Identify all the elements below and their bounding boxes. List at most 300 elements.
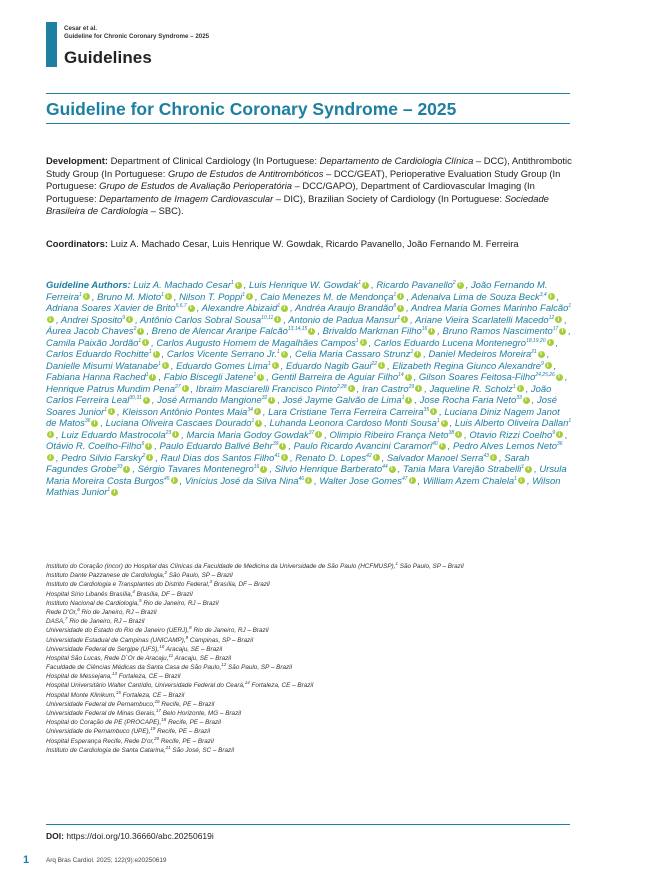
author-name: Nilson T. Poppi xyxy=(179,291,243,303)
author-entry xyxy=(387,453,499,464)
author-affiliation-number: 9 xyxy=(122,314,126,321)
orcid-icon[interactable] xyxy=(142,339,149,346)
development-segment: Department of Clinical Cardiology (In Portuguese: xyxy=(110,155,320,166)
orcid-icon[interactable] xyxy=(143,397,150,404)
author-affiliation-number: 22 xyxy=(371,360,378,367)
orcid-icon[interactable] xyxy=(373,454,380,461)
author-entry xyxy=(179,292,255,303)
author-name: Carlos Vicente Serrano Jr. xyxy=(166,349,278,360)
author-affiliation-number: 27 xyxy=(175,383,181,390)
doi-link[interactable]: https://doi.org/10.36660/abc.20250619i xyxy=(66,831,214,841)
author-affiliation-number: 5,6,7 xyxy=(175,302,187,309)
affiliation-number: 13 xyxy=(111,671,117,677)
author-affiliation-number: 1 xyxy=(230,279,234,286)
author-entry xyxy=(61,315,135,326)
author-name: Bruno M. Mioto xyxy=(97,291,162,303)
affiliation-institution: Hospital São Lucas, Rede D`Or de Aracaju, xyxy=(46,654,169,662)
orcid-icon[interactable] xyxy=(405,374,412,381)
author-affiliation-number: 1 xyxy=(410,348,414,355)
author-affiliation-number: 2 xyxy=(452,279,456,286)
author-affiliation-number: 2 xyxy=(133,325,137,332)
orcid-icon[interactable] xyxy=(525,466,532,473)
author-entry xyxy=(157,395,277,406)
author-name: Jaqueline R. Scholz xyxy=(429,383,513,395)
orcid-icon[interactable] xyxy=(415,385,422,392)
author-entry xyxy=(392,361,553,372)
orcid-icon[interactable] xyxy=(254,408,261,415)
orcid-icon[interactable] xyxy=(162,362,169,369)
author-name: Adriana Soares Xavier de Brito xyxy=(46,303,176,314)
author-name: Danielle Misumi Watanabe xyxy=(46,360,159,372)
affiliation-number: 12 xyxy=(221,661,227,667)
orcid-icon[interactable] xyxy=(182,385,189,392)
affiliation-list xyxy=(46,562,586,755)
orcid-icon[interactable] xyxy=(274,316,281,323)
author-affiliation-number: 23 xyxy=(165,429,172,436)
author-affiliation-number: 1 xyxy=(436,417,440,424)
author-affiliation-number: 1 xyxy=(253,371,257,378)
author-name: Adenalva Lima de Souza Beck xyxy=(411,291,540,303)
author-entry xyxy=(420,395,532,406)
section-label: Guidelines xyxy=(64,48,152,67)
orcid-icon[interactable] xyxy=(126,316,133,323)
author-name: William Azem Chalela xyxy=(422,475,515,487)
author-affiliation-number: 21 xyxy=(531,348,537,355)
affiliation-number: 19 xyxy=(150,726,156,732)
orcid-icon[interactable] xyxy=(401,316,408,323)
affiliation-number: 7 xyxy=(65,616,68,622)
author-entry xyxy=(286,361,387,372)
author-name: Luciana Diniz Nagem Janot de Matos xyxy=(46,406,560,429)
author-entry xyxy=(61,453,155,464)
affiliation-number: 9 xyxy=(185,634,189,640)
author-name: Camila Paixão Jordão xyxy=(46,337,139,349)
affiliation-item xyxy=(46,590,586,599)
affiliation-location: Belo Horizonte, MG – Brazil xyxy=(161,710,242,717)
orcid-icon[interactable] xyxy=(281,454,288,461)
affiliation-institution: Rede D'Or, xyxy=(46,608,78,616)
author-name: Caio Menezes M. de Mendonça xyxy=(260,291,394,303)
author-affiliation-number: 1 xyxy=(267,360,271,367)
author-name: Breno de Alencar Araripe Falcão xyxy=(151,326,288,337)
orcid-icon[interactable] xyxy=(517,385,524,392)
author-entry xyxy=(46,372,158,383)
affiliation-location: Recife, PE – Brazil xyxy=(159,737,214,745)
orcid-icon[interactable] xyxy=(171,477,178,484)
orcid-icon[interactable] xyxy=(548,293,555,300)
author-name: João Carlos Ferreira Leal xyxy=(46,383,552,406)
affiliation-location: Rio de Janeiro, RJ – Brazil xyxy=(67,618,145,626)
author-name: Daniel Medeiros Moreira xyxy=(428,349,532,360)
affiliation-number: 14 xyxy=(244,680,250,686)
affiliation-item xyxy=(46,608,586,617)
orcid-icon[interactable] xyxy=(315,431,322,438)
author-affiliation-number: 1 xyxy=(521,463,525,470)
affiliation-institution: Hospital Monte Klinikum, xyxy=(46,691,116,699)
affiliation-number: 15 xyxy=(115,689,121,695)
author-entry xyxy=(283,395,415,406)
affiliation-location: Aracaju, SE – Brazil xyxy=(164,645,223,653)
affiliation-location: Brasília, DF – Brazil xyxy=(134,590,193,598)
orcid-icon[interactable] xyxy=(523,397,530,404)
author-entry xyxy=(288,315,410,326)
affiliation-item xyxy=(46,672,586,681)
orcid-icon[interactable] xyxy=(268,397,275,404)
affiliation-location: Rio de Janeiro, RJ – Brazil xyxy=(141,599,219,607)
author-entry xyxy=(156,338,368,349)
orcid-icon[interactable] xyxy=(255,420,262,427)
affiliation-location: São Paulo, SP – Brazil xyxy=(226,664,293,672)
affiliation-number: 4 xyxy=(132,588,135,594)
author-name: Alexandre Abizaid xyxy=(201,303,278,314)
development-segment: Departamento de Cardiologia Clínica xyxy=(319,155,474,166)
development-segment: – DCC/GEAT), Perioperative Evaluation Study Group (In Portuguese: xyxy=(46,167,561,192)
author-affiliation-number: 24,25,26 xyxy=(535,371,555,378)
author-name: Andrea Maria Gomes Marinho Falcão xyxy=(411,303,569,314)
development-segment: Departamento de Imagem Cardiovascular xyxy=(99,192,274,204)
orcid-icon[interactable] xyxy=(556,374,563,381)
affiliation-item xyxy=(46,599,586,608)
affiliation-item xyxy=(46,709,586,718)
orcid-icon[interactable] xyxy=(455,431,462,438)
author-name: Áurea Jacob Chaves xyxy=(46,326,134,337)
orcid-icon[interactable] xyxy=(430,408,437,415)
doi-rule xyxy=(46,824,570,825)
orcid-icon[interactable] xyxy=(272,362,279,369)
author-affiliation-number: 1 xyxy=(401,394,405,401)
author-name: Olimpio Ribeiro França Neto xyxy=(329,429,449,441)
author-name: Ibraim Masciarelli Francisco Pinto xyxy=(195,383,337,395)
affiliation-item xyxy=(46,562,586,571)
author-affiliation-number: 1 xyxy=(568,417,572,424)
development-label: Development: xyxy=(46,155,108,166)
author-affiliation-number: 38 xyxy=(448,429,455,436)
author-name: Carlos Eduardo Rochitte xyxy=(46,349,149,360)
orcid-icon[interactable] xyxy=(362,282,369,289)
author-name: Henrique Patrus Mundim Pena xyxy=(46,383,176,395)
author-name: Fabiana Hanna Rached xyxy=(46,372,146,383)
affiliation-number: 17 xyxy=(156,707,162,713)
affiliation-institution: Hospital do Coração de PE (PROCAPE), xyxy=(46,719,162,727)
author-name: José Jayme Galvão de Lima xyxy=(282,395,402,406)
orcid-icon[interactable] xyxy=(555,316,562,323)
orcid-icon[interactable] xyxy=(246,293,253,300)
author-entry xyxy=(270,418,450,429)
author-affiliation-number: 9 xyxy=(540,360,544,367)
affiliation-institution: Hospital Universitário Walter Cantídio, Universidade Federal do Ceará, xyxy=(46,682,245,690)
author-affiliation-number: 1 xyxy=(512,383,516,390)
author-name: Tania Mara Varejão Strabelli xyxy=(402,464,522,475)
orcid-icon[interactable] xyxy=(378,362,385,369)
author-name: Wilson Mathias Junior xyxy=(46,475,561,498)
author-entry xyxy=(152,326,318,337)
author-entry xyxy=(419,372,565,383)
affiliation-number: 18 xyxy=(161,717,167,723)
author-affiliation-number: 18,19,20 xyxy=(526,337,546,344)
affiliation-institution: Universidade Estadual de Campinas (UNICAMP), xyxy=(46,636,186,644)
author-affiliation-number: 8 xyxy=(393,302,397,309)
author-name: Eduardo Gomes Lima xyxy=(176,360,268,372)
affiliation-item xyxy=(46,571,586,580)
development-segment: Sociedade Brasileira de Cardiologia xyxy=(46,192,549,217)
orcid-icon[interactable] xyxy=(257,374,264,381)
affiliation-institution: Universidade Federal de Sergipe (UFS), xyxy=(46,645,160,653)
author-entry xyxy=(415,315,564,326)
affiliation-location: São José, SC – Brazil xyxy=(170,746,235,754)
orcid-icon[interactable] xyxy=(428,328,435,335)
author-entry xyxy=(469,430,565,441)
orcid-icon[interactable] xyxy=(235,282,242,289)
author-affiliation-number: 47 xyxy=(402,475,408,482)
orcid-icon[interactable] xyxy=(165,293,172,300)
author-name: Fabio Biscegli Jatene xyxy=(163,372,254,383)
affiliation-location: Fortaleza, CE – Brazil xyxy=(249,682,314,690)
author-affiliation-number: 17 xyxy=(552,325,559,332)
orcid-icon[interactable] xyxy=(149,374,156,381)
author-name: Jose Rocha Faria Neto xyxy=(419,395,517,406)
orcid-icon[interactable] xyxy=(308,328,315,335)
author-name: Carlos Augusto Homem de Magalhães Campos xyxy=(156,337,356,349)
author-entry xyxy=(323,326,438,337)
author-name: Otávio R. Coelho-Filho xyxy=(46,441,142,452)
author-entry xyxy=(46,441,154,452)
author-entry xyxy=(294,441,448,452)
author-affiliation-number: 10,11 xyxy=(261,314,274,321)
author-affiliation-number: 1 xyxy=(158,360,161,367)
development-segment: Grupo de Estudos de Antitrombóticos xyxy=(167,167,324,179)
author-name: Brivaldo Markman Filho xyxy=(322,326,422,337)
author-entry xyxy=(376,280,465,291)
orcid-icon[interactable] xyxy=(111,489,118,496)
author-affiliation-number: 1 xyxy=(393,291,397,298)
orcid-icon[interactable] xyxy=(439,443,446,450)
affiliation-location: Fortaleza, CE – Brazil xyxy=(116,673,181,681)
author-name: Ricardo Pavanello xyxy=(376,280,453,291)
author-name: Luis Henrique W. Gowdak xyxy=(249,280,359,291)
author-name: Gentil Barreira de Aguiar Filho xyxy=(271,372,399,383)
author-entry xyxy=(106,418,265,429)
author-entry xyxy=(164,372,267,383)
affiliation-location: Rio de Janeiro, RJ – Brazil xyxy=(191,627,269,635)
author-affiliation-number: 1 xyxy=(242,291,246,298)
orcid-icon[interactable] xyxy=(547,339,554,346)
orcid-icon[interactable] xyxy=(545,362,552,369)
orcid-icon[interactable] xyxy=(360,339,367,346)
author-affiliation-number: 45 xyxy=(164,475,170,482)
author-entry xyxy=(268,407,439,418)
author-affiliation-number: 34 xyxy=(247,406,253,413)
orcid-icon[interactable] xyxy=(405,397,412,404)
affiliation-item xyxy=(46,580,586,589)
orcid-icon[interactable] xyxy=(153,351,160,358)
affiliation-item xyxy=(46,746,586,755)
affiliation-item xyxy=(46,626,586,635)
author-name: Sarah Fagundes Grobe xyxy=(46,452,530,475)
orcid-icon[interactable] xyxy=(47,431,54,438)
orcid-icon[interactable] xyxy=(441,420,448,427)
author-affiliation-number: 42 xyxy=(366,452,372,459)
orcid-icon[interactable] xyxy=(397,293,404,300)
affiliation-location: Recife, PE – Brazil xyxy=(155,728,211,736)
author-entry xyxy=(133,280,244,291)
author-name: Marcia Maria Godoy Gowdak xyxy=(186,429,309,441)
author-name: Elizabeth Regina Giunco Alexandre xyxy=(392,360,541,372)
running-header xyxy=(64,25,209,41)
orcid-icon[interactable] xyxy=(47,316,54,323)
orcid-icon[interactable] xyxy=(490,454,497,461)
affiliation-item xyxy=(46,718,586,727)
orcid-icon[interactable] xyxy=(137,328,144,335)
affiliation-institution: Universidade de Pernambuco (UPE), xyxy=(46,728,151,736)
author-affiliation-number: 16 xyxy=(421,325,428,332)
orcid-icon[interactable] xyxy=(305,477,312,484)
author-entry xyxy=(260,292,406,303)
doi-line xyxy=(46,831,214,841)
development-paragraph xyxy=(46,155,572,218)
author-entry xyxy=(423,476,527,487)
development-segment: Grupo de Estudos de Avaliação Perioperatória xyxy=(99,180,292,192)
author-name: Silvio Henrique Barberato xyxy=(274,464,383,475)
author-affiliation-number: 1 xyxy=(355,337,359,344)
authors-label: Guideline Authors: xyxy=(46,280,131,291)
author-name: Paulo Eduardo Ballvé Behr xyxy=(159,441,273,452)
author-name: Otavio Rizzi Coelho xyxy=(469,429,553,441)
orcid-icon[interactable] xyxy=(260,466,267,473)
author-entry xyxy=(429,384,525,395)
orcid-icon[interactable] xyxy=(518,477,525,484)
affiliation-item xyxy=(46,654,586,663)
affiliation-location: São Paulo, SP – Brazil xyxy=(397,563,464,570)
author-name: José Soares Junior xyxy=(46,395,557,418)
author-affiliation-number: 37 xyxy=(308,429,315,436)
author-entry xyxy=(46,384,191,395)
author-entry xyxy=(362,384,424,395)
affiliation-institution: Instituto Dante Pazzanese de Cardiologia, xyxy=(46,572,165,580)
author-entry xyxy=(443,326,569,337)
author-affiliation-number: 16 xyxy=(253,463,260,470)
affiliation-number: 3 xyxy=(209,579,213,585)
author-affiliation-number: 39 xyxy=(272,440,279,447)
affiliation-location: Recife, PE – Brazil xyxy=(159,700,215,708)
author-name: Iran Castro xyxy=(361,383,409,395)
affiliation-institution: Hospital Esperança Recife, Rede D'or, xyxy=(46,737,155,745)
author-affiliation-number: 1 xyxy=(397,314,401,321)
orcid-icon[interactable] xyxy=(172,431,179,438)
author-name: Salvador Manoel Serra xyxy=(386,452,484,464)
author-entry xyxy=(202,303,291,314)
orcid-icon[interactable] xyxy=(409,477,416,484)
author-name: Luis Alberto Oliveira Dallan xyxy=(454,418,569,429)
coordinators-text: Luiz A. Machado Cesar, Luis Henrique W. Gowdak, Ricardo Pavanello, João Fernando M. Ferreira xyxy=(110,238,519,249)
author-affiliation-number: 1 xyxy=(277,348,280,355)
author-affiliation-number: 1 xyxy=(251,417,255,424)
orcid-icon[interactable] xyxy=(279,443,286,450)
author-entry xyxy=(140,315,283,326)
author-entry xyxy=(176,361,281,372)
author-affiliation-number: 12 xyxy=(548,314,555,321)
orcid-icon[interactable] xyxy=(188,305,195,312)
author-entry xyxy=(403,464,534,475)
orcid-icon[interactable] xyxy=(538,351,545,358)
author-affiliation-number: 36 xyxy=(84,417,91,424)
orcid-icon[interactable] xyxy=(457,282,464,289)
affiliation-institution: Hospital de Messejana, xyxy=(46,673,112,681)
author-affiliation-number: 1 xyxy=(514,475,517,482)
author-affiliation-number: 1 xyxy=(145,371,149,378)
author-entry xyxy=(161,453,290,464)
affiliation-institution: Instituto de Cardiologia e Transplantes do Distrito Federal, xyxy=(46,581,210,589)
author-name: Walter Jose Gomes xyxy=(319,475,403,487)
author-entry xyxy=(122,407,263,418)
author-affiliation-number: 33 xyxy=(516,394,522,401)
affiliation-number: 21 xyxy=(165,744,171,750)
title-underline xyxy=(46,123,570,124)
author-entry xyxy=(428,349,546,360)
author-entry xyxy=(249,280,371,291)
affiliation-institution: Hospital Sírio Libanês Brasília, xyxy=(46,590,133,598)
affiliation-institution: DASA, xyxy=(46,618,66,626)
orcid-icon[interactable] xyxy=(397,305,404,312)
orcid-icon[interactable] xyxy=(47,454,54,461)
orcid-icon[interactable] xyxy=(348,385,355,392)
orcid-icon[interactable] xyxy=(146,454,153,461)
orcid-icon[interactable] xyxy=(145,443,152,450)
orcid-icon[interactable] xyxy=(91,420,98,427)
coordinators-paragraph xyxy=(46,238,572,251)
affiliation-institution: Universidade do Estado do Rio de Janeiro (UERJ), xyxy=(46,627,190,635)
development-segment: – DCC), Antithrombotic Study Group (In Portuguese: xyxy=(46,155,572,179)
affiliation-institution: Universidade Federal de Pernambuco, xyxy=(46,700,155,708)
orcid-icon[interactable] xyxy=(556,431,563,438)
orcid-icon[interactable] xyxy=(559,328,566,335)
author-entry xyxy=(160,441,289,452)
author-name: Luciana Oliveira Cascaes Dourado xyxy=(105,418,252,429)
author-entry xyxy=(319,476,417,487)
affiliation-location: Campinas, SP – Brazil xyxy=(188,636,254,644)
affiliation-item xyxy=(46,691,586,700)
affiliation-location: São Paulo, SP – Brazil xyxy=(167,572,233,580)
affiliation-number: 20 xyxy=(154,735,160,741)
author-affiliation-number: 43 xyxy=(483,452,489,459)
orcid-icon[interactable] xyxy=(123,466,130,473)
affiliation-item xyxy=(46,727,586,736)
article-title: Guideline for Chronic Coronary Syndrome – 2025 xyxy=(46,99,457,119)
author-affiliation-number: 1 xyxy=(148,348,152,355)
orcid-icon[interactable] xyxy=(389,466,396,473)
orcid-icon[interactable] xyxy=(108,408,115,415)
orcid-icon[interactable] xyxy=(281,305,288,312)
author-entry xyxy=(295,453,381,464)
orcid-icon[interactable] xyxy=(281,351,288,358)
author-name: Raul Dias dos Santos Filho xyxy=(160,452,275,464)
affiliation-number: 1 xyxy=(395,560,398,566)
orcid-icon[interactable] xyxy=(83,293,90,300)
affiliation-location: Brasília, DF – Brazil xyxy=(212,581,270,589)
author-affiliation-number: 46 xyxy=(298,475,305,482)
author-affiliation-number: 1 xyxy=(568,302,572,309)
affiliation-item xyxy=(46,617,586,626)
author-name: Andréa Araujo Brandão xyxy=(295,303,394,314)
author-name: Vinícius José da Silva Nina xyxy=(184,475,299,487)
author-affiliation-number: 35 xyxy=(423,406,430,413)
coordinators-label: Coordinators: xyxy=(46,238,108,249)
author-entry xyxy=(271,372,413,383)
affiliation-institution: Universidade Federal de Minas Gerais, xyxy=(46,710,157,717)
orcid-icon[interactable] xyxy=(414,351,421,358)
author-affiliation-number: 14 xyxy=(398,371,404,378)
author-affiliation-number: 1 xyxy=(104,406,108,413)
journal-citation: Arq Bras Cardiol. 2025; 122(9):e20250619 xyxy=(46,857,167,864)
